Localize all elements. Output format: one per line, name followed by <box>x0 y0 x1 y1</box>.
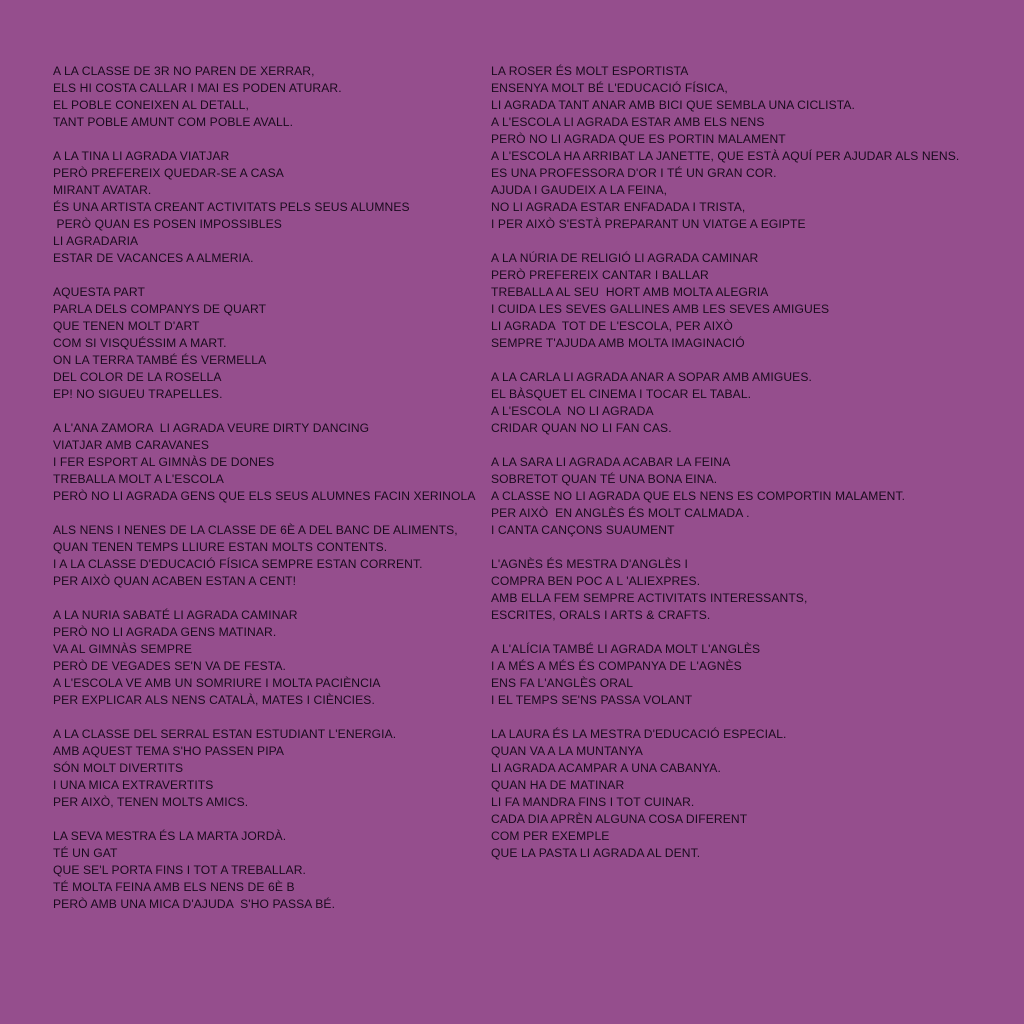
poem-line: A LA NÚRIA DE RELIGIÓ LI AGRADA CAMINAR <box>491 251 759 265</box>
poem-line: PERÒ QUAN ES POSEN IMPOSSIBLES <box>53 217 282 231</box>
poem-line: ON LA TERRA TAMBÉ ÉS VERMELLA <box>53 353 267 367</box>
poem-line: EL BÀSQUET EL CINEMA I TOCAR EL TABAL. <box>491 387 752 401</box>
poem-stanza <box>53 522 493 590</box>
poem-line: TREBALLA AL SEU HORT AMB MOLTA ALEGRIA <box>491 285 769 299</box>
poem-line: PERÒ NO LI AGRADA GENS QUE ELS SEUS ALUMNES FACIN XERINOLA <box>53 489 476 503</box>
poem-line: I PER AIXÒ S'ESTÀ PREPARANT UN VIATGE A EGIPTE <box>491 217 806 231</box>
poem-line: ESTAR DE VACANCES A ALMERIA. <box>53 251 254 265</box>
poem-line: PERÒ PREFEREIX CANTAR I BALLAR <box>491 268 709 282</box>
poem-line: TÉ UN GAT <box>53 846 118 860</box>
poem-line: I UNA MICA EXTRAVERTITS <box>53 778 214 792</box>
poem-line: LA LAURA ÉS LA MESTRA D'EDUCACIÓ ESPECIAL. <box>491 727 787 741</box>
poem-line: ELS HI COSTA CALLAR I MAI ES PODEN ATURAR. <box>53 81 342 95</box>
poem-line: VA AL GIMNÀS SEMPRE <box>53 642 193 656</box>
poem-line: ENS FA L'ANGLÈS ORAL <box>491 676 634 690</box>
poem-line: A LA CLASSE DEL SERRAL ESTAN ESTUDIANT L'ENERGIA. <box>53 727 397 741</box>
poem-line: PERÒ AMB UNA MICA D'AJUDA S'HO PASSA BÉ. <box>53 897 336 911</box>
poem-line: PER AIXÒ, TENEN MOLTS AMICS. <box>53 795 249 809</box>
poem-line: DEL COLOR DE LA ROSELLA <box>53 370 222 384</box>
poem-line: LI FA MANDRA FINS I TOT CUINAR. <box>491 795 695 809</box>
poem-line: QUAN HA DE MATINAR <box>491 778 625 792</box>
poem-line: A LA CARLA LI AGRADA ANAR A SOPAR AMB AMIGUES. <box>491 370 812 384</box>
poem-stanza <box>491 726 1011 862</box>
poem-stanza <box>491 369 1011 437</box>
poem-line: QUAN VA A LA MUNTANYA <box>491 744 643 758</box>
poem-line: ES UNA PROFESSORA D'OR I TÉ UN GRAN COR. <box>491 166 777 180</box>
poem-stanza <box>491 556 1011 624</box>
poem-right-column <box>491 63 1011 879</box>
poem-stanza <box>53 148 493 267</box>
poem-line: EP! NO SIGUEU TRAPELLES. <box>53 387 223 401</box>
poem-line: LI AGRADA ACAMPAR A UNA CABANYA. <box>491 761 721 775</box>
poem-stanza <box>491 454 1011 539</box>
poem-line: PER EXPLICAR ALS NENS CATALÀ, MATES I CIÈNCIES. <box>53 693 375 707</box>
poem-stanza <box>491 63 1011 233</box>
poem-line: TREBALLA MOLT A L'ESCOLA <box>53 472 224 486</box>
poem-line: I CANTA CANÇONS SUAUMENT <box>491 523 675 537</box>
poem-line: MIRANT AVATAR. <box>53 183 152 197</box>
poem-line: LI AGRADARIA <box>53 234 139 248</box>
poem-line: CRIDAR QUAN NO LI FAN CAS. <box>491 421 672 435</box>
poem-line: PER AIXÒ QUAN ACABEN ESTAN A CENT! <box>53 574 297 588</box>
poem-line: QUE LA PASTA LI AGRADA AL DENT. <box>491 846 701 860</box>
poem-line: SOBRETOT QUAN TÉ UNA BONA EINA. <box>491 472 718 486</box>
poem-line: A CLASSE NO LI AGRADA QUE ELS NENS ES COMPORTIN MALAMENT. <box>491 489 906 503</box>
poem-line: I A MÉS A MÉS ÉS COMPANYA DE L'AGNÈS <box>491 659 742 673</box>
poem-stanza <box>491 641 1011 709</box>
poem-line: SÓN MOLT DIVERTITS <box>53 761 184 775</box>
poem-stanza <box>53 420 493 505</box>
poem-line: PERÒ DE VEGADES SE'N VA DE FESTA. <box>53 659 286 673</box>
poem-line: ÉS UNA ARTISTA CREANT ACTIVITATS PELS SEUS ALUMNES <box>53 200 410 214</box>
poem-line: A LA TINA LI AGRADA VIATJAR <box>53 149 230 163</box>
poem-line: PERÒ PREFEREIX QUEDAR-SE A CASA <box>53 166 284 180</box>
poem-line: COM SI VISQUÉSSIM A MART. <box>53 336 227 350</box>
poem-line: I A LA CLASSE D'EDUCACIÓ FÍSICA SEMPRE ESTAN CORRENT. <box>53 557 423 571</box>
poem-line: I EL TEMPS SE'NS PASSA VOLANT <box>491 693 693 707</box>
poem-line: LA ROSER ÉS MOLT ESPORTISTA <box>491 64 689 78</box>
poem-line: LA SEVA MESTRA ÉS LA MARTA JORDÀ. <box>53 829 287 843</box>
poem-stanza <box>491 250 1011 352</box>
poem-stanza <box>53 828 493 913</box>
poem-line: LI AGRADA TOT DE L'ESCOLA, PER AIXÒ <box>491 319 733 333</box>
poem-line: PARLA DELS COMPANYS DE QUART <box>53 302 267 316</box>
poem-line: A L'ESCOLA LI AGRADA ESTAR AMB ELS NENS <box>491 115 765 129</box>
poem-line: EL POBLE CONEIXEN AL DETALL, <box>53 98 249 112</box>
poem-line: I FER ESPORT AL GIMNÀS DE DONES <box>53 455 275 469</box>
poem-stanza <box>53 63 493 131</box>
poem-line: LI AGRADA TANT ANAR AMB BICI QUE SEMBLA UNA CICLISTA. <box>491 98 855 112</box>
poem-line: ENSENYA MOLT BÉ L'EDUCACIÓ FÍSICA, <box>491 81 728 95</box>
poem-line: QUAN TENEN TEMPS LLIURE ESTAN MOLTS CONTENTS. <box>53 540 388 554</box>
poem-line: AMB AQUEST TEMA S'HO PASSEN PIPA <box>53 744 285 758</box>
poem-line: QUE TENEN MOLT D'ART <box>53 319 200 333</box>
poem-line: NO LI AGRADA ESTAR ENFADADA I TRISTA, <box>491 200 746 214</box>
poem-line: A L'ESCOLA NO LI AGRADA <box>491 404 654 418</box>
poem-line: PERÒ NO LI AGRADA GENS MATINAR. <box>53 625 277 639</box>
poem-line: A L'ANA ZAMORA LI AGRADA VEURE DIRTY DANCING <box>53 421 370 435</box>
poem-line: PERÒ NO LI AGRADA QUE ES PORTIN MALAMENT <box>491 132 786 146</box>
poem-stanza <box>53 284 493 403</box>
poem-line: PER AIXÒ EN ANGLÈS ÉS MOLT CALMADA . <box>491 506 750 520</box>
poem-line: SEMPRE T'AJUDA AMB MOLTA IMAGINACIÓ <box>491 336 745 350</box>
poem-stanza <box>53 726 493 811</box>
poem-line: CADA DIA APRÈN ALGUNA COSA DIFERENT <box>491 812 748 826</box>
poem-line: A LA SARA LI AGRADA ACABAR LA FEINA <box>491 455 731 469</box>
poem-line: VIATJAR AMB CARAVANES <box>53 438 209 452</box>
poem-line: I CUIDA LES SEVES GALLINES AMB LES SEVES AMIGUES <box>491 302 830 316</box>
poem-line: A L'ALÍCIA TAMBÉ LI AGRADA MOLT L'ANGLÈS <box>491 642 761 656</box>
poem-left-column <box>53 63 493 930</box>
poem-line: COM PER EXEMPLE <box>491 829 610 843</box>
poem-line: A LA CLASSE DE 3R NO PAREN DE XERRAR, <box>53 64 315 78</box>
poem-line: TÉ MOLTA FEINA AMB ELS NENS DE 6È B <box>53 880 295 894</box>
poem-line: L'AGNÈS ÉS MESTRA D'ANGLÈS I <box>491 557 688 571</box>
poem-line: AMB ELLA FEM SEMPRE ACTIVITATS INTERESSANTS, <box>491 591 808 605</box>
poem-line: QUE SE'L PORTA FINS I TOT A TREBALLAR. <box>53 863 307 877</box>
poem-line: ESCRITES, ORALS I ARTS & CRAFTS. <box>491 608 711 622</box>
poem-stanza <box>53 607 493 709</box>
poem-line: A LA NURIA SABATÉ LI AGRADA CAMINAR <box>53 608 298 622</box>
poem-line: AJUDA I GAUDEIX A LA FEINA, <box>491 183 668 197</box>
poem-line: TANT POBLE AMUNT COM POBLE AVALL. <box>53 115 294 129</box>
poem-line: A L'ESCOLA VE AMB UN SOMRIURE I MOLTA PACIÈNCIA <box>53 676 381 690</box>
poem-line: A L'ESCOLA HA ARRIBAT LA JANETTE, QUE ESTÀ AQUÍ PER AJUDAR ALS NENS. <box>491 149 960 163</box>
poem-line: COMPRA BEN POC A L 'ALIEXPRES. <box>491 574 701 588</box>
poem-line: AQUESTA PART <box>53 285 145 299</box>
poem-line: ALS NENS I NENES DE LA CLASSE DE 6È A DEL BANC DE ALIMENTS, <box>53 523 458 537</box>
